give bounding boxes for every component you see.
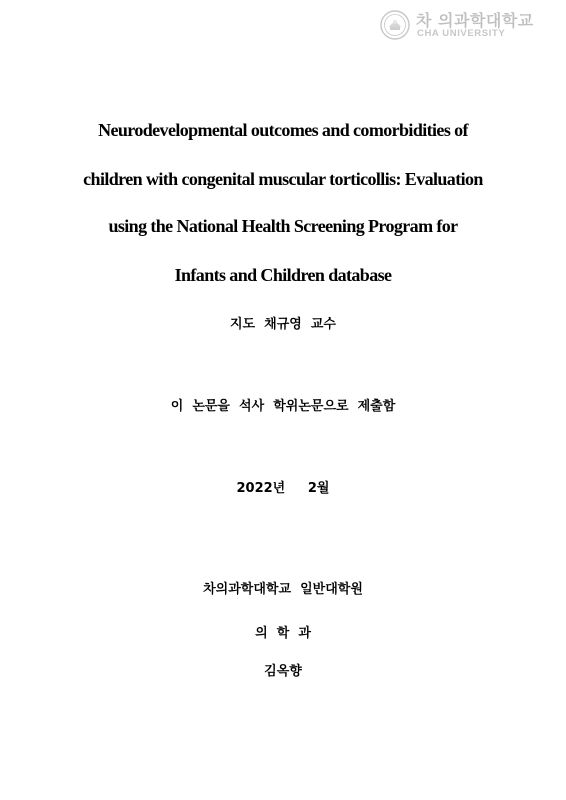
advisor-line: 지도 채규영 교수 [229, 317, 336, 332]
logo-korean-text: 차 의과학대학교 [416, 11, 534, 30]
department: 의 학 과 [255, 626, 311, 641]
submission-statement: 이 논문을 석사 학위논문으로 제출함 [170, 399, 396, 414]
graduate-school: 차의과학대학교 일반대학원 [203, 582, 363, 597]
author-name: 김옥향 [264, 664, 302, 679]
thesis-title-line-3: using the National Health Screening Program for [108, 216, 458, 236]
thesis-title-line-2: children with congenital muscular torticollis: Evaluation [83, 169, 483, 189]
thesis-title-line-4: Infants and Children database [174, 265, 392, 285]
university-seal-icon [380, 10, 410, 40]
thesis-title-line-1: Neurodevelopmental outcomes and comorbidities of [98, 120, 468, 140]
logo-english-text: CHA UNIVERSITY [417, 28, 506, 39]
submission-date: 2022년 2월 [236, 481, 330, 496]
university-logo [380, 8, 560, 42]
